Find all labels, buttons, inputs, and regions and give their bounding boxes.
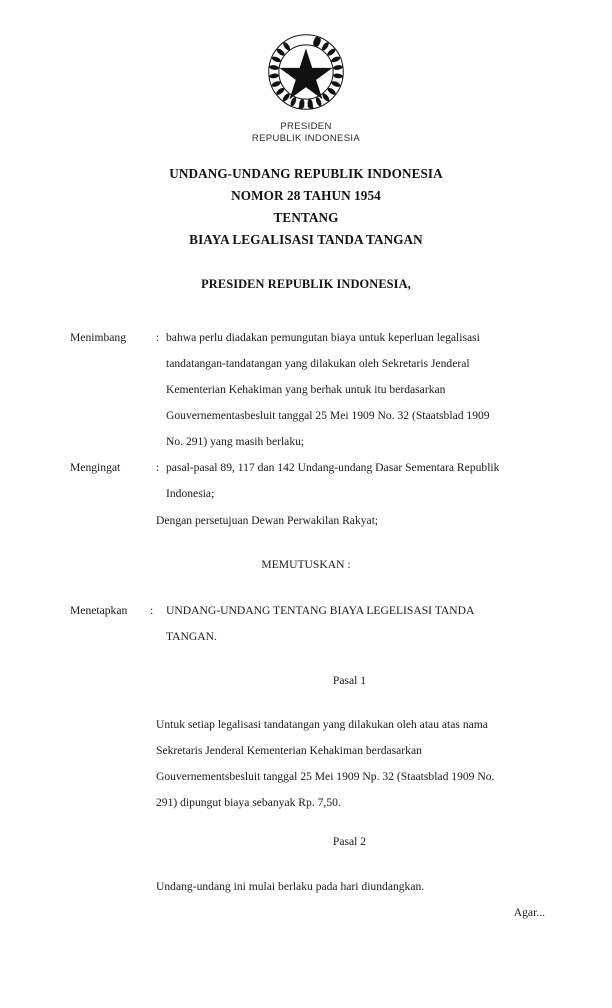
- emblem-caption-line2: REPUBLIK INDONESIA: [251, 133, 361, 144]
- emblem-caption-line1: PRESIDEN: [280, 121, 332, 132]
- footer-continuation: Agar...: [513, 906, 545, 919]
- clause-menimbang-line1: bahwa perlu diadakan pemungutan biaya untuk keperluan legalisasi: [166, 331, 480, 344]
- clause-menimbang-label: Menimbang: [70, 331, 127, 344]
- article-1-body: [156, 712, 543, 816]
- clause-mengingat-line2: Indonesia;: [166, 487, 215, 500]
- clause-menetapkan: [70, 598, 543, 650]
- approval-line: Dengan persetujuan Dewan Perwakilan Rakyat;: [156, 514, 379, 527]
- clause-menetapkan-body: [166, 598, 543, 650]
- clause-menetapkan-line1: UNDANG-UNDANG TENTANG BIAYA LEGELISASI TANDA: [166, 604, 475, 617]
- clause-menimbang-line3: Kementerian Kehakiman yang berhak untuk itu berdasarkan: [166, 383, 446, 396]
- article-1-line4: 291) dipungut biaya sebanyak Rp. 7,50.: [156, 796, 341, 809]
- clause-menetapkan-label: Menetapkan: [70, 604, 128, 617]
- article-1-line1: Untuk setiap legalisasi tandatangan yang dilakukan oleh atau atas nama: [156, 718, 488, 731]
- clause-menimbang-colon: :: [156, 331, 160, 344]
- article-1-line2: Sekretaris Jenderal Kementerian Kehakiman berdasarkan: [156, 744, 422, 757]
- title-line-subject: BIAYA LEGALISASI TANDA TANGAN: [189, 232, 423, 247]
- clause-mengingat-colon: :: [156, 461, 160, 474]
- clause-menimbang-line4: Gouvernementasbesluit tanggal 25 Mei 1909 No. 32 (Staatsblad 1909: [166, 409, 490, 422]
- clause-menimbang-line5: No. 291) yang masih berlaku;: [166, 435, 305, 448]
- presidential-star-wreath-emblem: [260, 26, 352, 118]
- clause-mengingat: [70, 455, 543, 507]
- decree-heading: PRESIDEN REPUBLIK INDONESIA,: [201, 277, 411, 291]
- clause-mengingat-label: Mengingat: [70, 461, 121, 474]
- title-line-law-name: UNDANG-UNDANG REPUBLIK INDONESIA: [169, 166, 443, 181]
- article-2-body: [156, 874, 543, 900]
- article-1-heading: Pasal 1: [332, 674, 367, 687]
- title-line-tentang: TENTANG: [273, 210, 339, 225]
- clause-menetapkan-colon: :: [150, 604, 154, 617]
- article-2-heading: Pasal 2: [332, 835, 367, 848]
- memutuskan-heading: MEMUTUSKAN :: [261, 558, 351, 571]
- clause-menimbang: [70, 325, 543, 455]
- clause-menetapkan-line2: TANGAN.: [166, 630, 217, 643]
- clause-mengingat-body: [166, 455, 543, 507]
- article-2-line1: Undang-undang ini mulai berlaku pada hari diundangkan.: [156, 880, 425, 893]
- clause-mengingat-line1: pasal-pasal 89, 117 dan 142 Undang-undang Dasar Sementara Republik: [166, 461, 500, 474]
- article-1-line3: Gouvernementsbesluit tanggal 25 Mei 1909 Np. 32 (Staatsblad 1909 No.: [156, 770, 495, 783]
- clause-menimbang-line2: tandatangan-tandatangan yang dilakukan oleh Sekretaris Jenderal: [166, 357, 470, 370]
- emblem-caption: [0, 121, 612, 145]
- document-title: [0, 163, 612, 251]
- clause-menimbang-body: [166, 325, 543, 455]
- title-line-number: NOMOR 28 TAHUN 1954: [231, 188, 381, 203]
- emblem-block: [0, 26, 612, 145]
